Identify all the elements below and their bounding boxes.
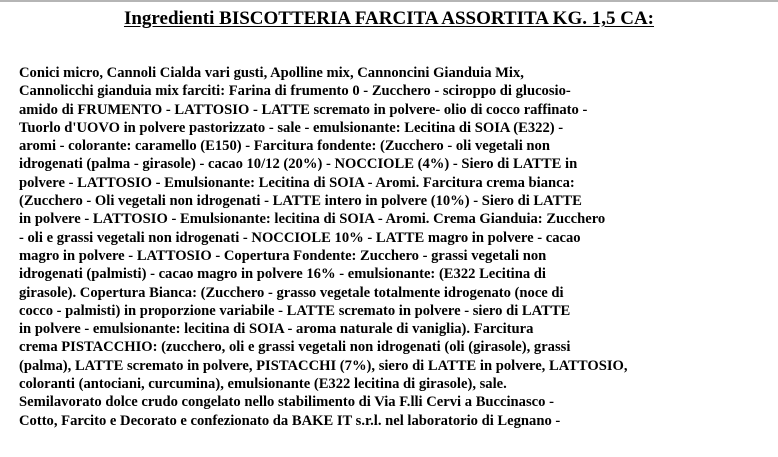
ingredients-line: girasole). Copertura Bianca: (Zucchero - grasso vegetale totalmente idrogenato (noce di bbox=[19, 284, 564, 301]
ingredients-line: crema PISTACCHIO: (zucchero, oli e grassi vegetali non idrogenati (oli (girasole), grassi bbox=[19, 339, 571, 356]
document-title-text: Ingredienti BISCOTTERIA FARCITA ASSORTITA KG. 1,5 CA: bbox=[123, 8, 655, 29]
ingredients-line: Conici micro, Cannoli Cialda vari gusti, Apolline mix, Cannoncini Gianduia Mix, bbox=[19, 65, 524, 81]
ingredients-line: coloranti (antociani, curcumina), emulsionante (E322 lecitina di girasole), sale. bbox=[19, 376, 507, 393]
ingredients-line: polvere - LATTOSIO - Emulsionante: Lecitina di SOIA - Aromi. Farcitura crema bianca: bbox=[19, 174, 575, 191]
ingredients-line: idrogenati (palma - girasole) - cacao 10/12 (20%) - NOCCIOLE (4%) - Siero di LATTE in bbox=[19, 156, 578, 173]
ingredients-line: cocco - palmisti) in proporzione variabile - LATTE scremato in polvere - siero di LATTE bbox=[19, 302, 571, 319]
ingredients-line: - oli e grassi vegetali non idrogenati - NOCCIOLE 10% - LATTE magro in polvere - cacao bbox=[19, 229, 581, 246]
ingredients-line: idrogenati (palmisti) - cacao magro in polvere 16% - emulsionante: (E322 Lecitina di bbox=[19, 266, 546, 283]
ingredients-line: Cannolicchi gianduia mix farciti: Farina di frumento 0 - Zucchero - sciroppo di glucosio- bbox=[19, 83, 571, 100]
ingredients-line: amido di FRUMENTO - LATTOSIO - LATTE scremato in polvere- olio di cocco raffinato - bbox=[19, 101, 588, 118]
ingredients-text bbox=[19, 64, 774, 430]
top-border bbox=[0, 0, 778, 2]
ingredients-line: Tuorlo d'UOVO in polvere pastorizzato - sale - emulsionante: Lecitina di SOIA (E322) - bbox=[19, 119, 564, 136]
ingredients-line: (Zucchero - Oli vegetali non idrogenati - LATTE intero in polvere (10%) - Siero di LATTE bbox=[19, 193, 582, 210]
ingredients-line: Cotto, Farcito e Decorato e confezionato da BAKE IT s.r.l. nel laboratorio di Legnano - bbox=[19, 412, 561, 429]
ingredients-line: magro in polvere - LATTOSIO - Copertura Fondente: Zucchero - grassi vegetali non bbox=[19, 247, 547, 264]
ingredients-line: Semilavorato dolce crudo congelato nello stabilimento di Via F.lli Cervi a Buccinasco - bbox=[19, 394, 554, 411]
document-title bbox=[0, 7, 778, 31]
ingredients-line: aromi - colorante: caramello (E150) - Farcitura fondente: (Zucchero - oli vegetali non bbox=[19, 138, 550, 155]
ingredients-line: in polvere - emulsionante: lecitina di SOIA - aroma naturale di vaniglia). Farcitura bbox=[19, 321, 534, 338]
ingredients-line: (palma), LATTE scremato in polvere, PISTACCHI (7%), siero di LATTE in polvere, LATTOSIO, bbox=[19, 357, 628, 374]
ingredients-line: in polvere - LATTOSIO - Emulsionante: lecitina di SOIA - Aromi. Crema Gianduia: Zucchero bbox=[19, 211, 606, 228]
